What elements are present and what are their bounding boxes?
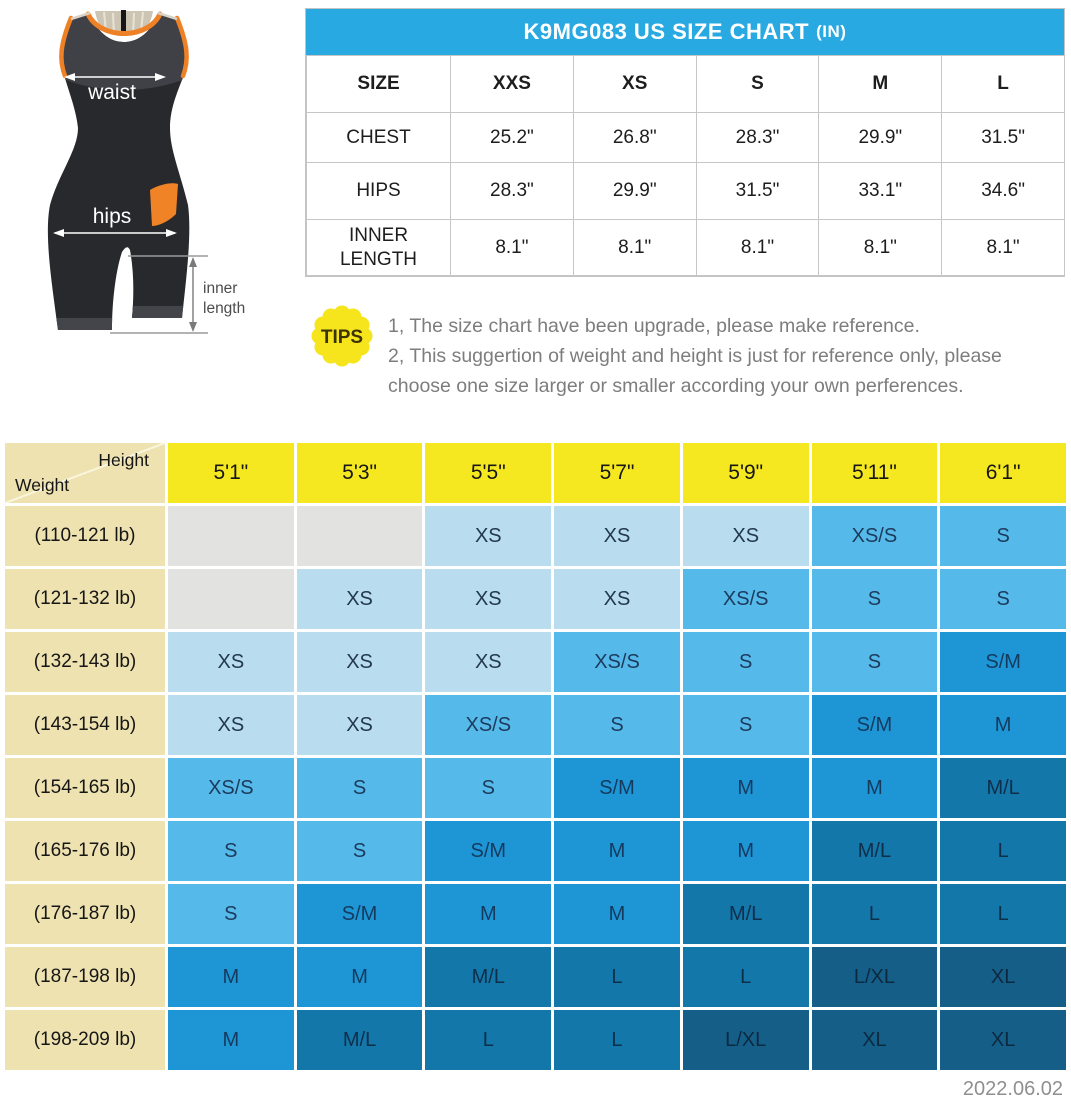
measure-value: 28.3" — [451, 163, 574, 220]
height-column-header: 5'11" — [812, 443, 938, 503]
recommended-size-cell: L — [425, 1010, 551, 1070]
measure-label: INNER LENGTH — [339, 224, 418, 270]
tips-line-1: 1, The size chart have been upgrade, please make reference. — [388, 315, 920, 337]
recommended-size-cell: M — [683, 758, 809, 818]
height-column-header: 5'1" — [168, 443, 294, 503]
measure-label: HIPS — [356, 180, 401, 202]
recommended-size-cell: M — [683, 821, 809, 881]
recommended-size-cell: XS — [297, 569, 423, 629]
waist-label: waist — [88, 81, 136, 104]
recommended-size-cell: XS — [425, 506, 551, 566]
recommended-size-cell: L/XL — [683, 1010, 809, 1070]
recommended-size-cell: S/M — [940, 632, 1066, 692]
suit-right-cuff — [128, 306, 184, 320]
height-column-header: 5'5" — [425, 443, 551, 503]
recommended-size-cell: S — [297, 758, 423, 818]
recommended-size-cell: S — [554, 695, 680, 755]
weight-row-label: (165-176 lb) — [5, 821, 165, 881]
recommended-size-cell: XS — [425, 632, 551, 692]
size-chart-table — [306, 55, 1065, 276]
measure-label-cell — [307, 220, 451, 276]
height-column-header: 5'3" — [297, 443, 423, 503]
recommended-size-cell — [168, 506, 294, 566]
weight-row-label: (198-209 lb) — [5, 1010, 165, 1070]
weight-row-label: (154-165 lb) — [5, 758, 165, 818]
measure-value: 25.2" — [451, 113, 574, 163]
measure-value: 33.1" — [819, 163, 942, 220]
inner-length-label-line1: inner — [203, 280, 238, 297]
fit-matrix-corner-cell — [5, 443, 165, 503]
recommended-size-cell: L — [683, 947, 809, 1007]
recommended-size-cell: XS/S — [812, 506, 938, 566]
measure-value: 34.6" — [942, 163, 1065, 220]
corner-height-label: Height — [98, 450, 149, 470]
recommended-size-cell: S — [812, 632, 938, 692]
recommended-size-cell: M — [554, 821, 680, 881]
size-chart-column-header: XXS — [451, 56, 574, 113]
weight-row-label: (143-154 lb) — [5, 695, 165, 755]
recommended-size-cell: L — [554, 947, 680, 1007]
recommended-size-cell: XS — [425, 569, 551, 629]
recommended-size-cell: M/L — [425, 947, 551, 1007]
recommended-size-cell: XS — [297, 632, 423, 692]
size-chart-unit: (IN) — [816, 22, 847, 41]
recommended-size-cell: M — [168, 1010, 294, 1070]
recommended-size-cell: XL — [812, 1010, 938, 1070]
measure-label-cell — [307, 113, 451, 163]
size-chart-header-row — [307, 56, 1065, 113]
size-chart-row — [307, 163, 1065, 220]
measure-value: 8.1" — [451, 220, 574, 276]
recommended-size-cell: S — [940, 506, 1066, 566]
recommended-size-cell: L — [554, 1010, 680, 1070]
recommended-size-cell: S — [168, 821, 294, 881]
weight-row-label: (121-132 lb) — [5, 569, 165, 629]
measure-value: 8.1" — [573, 220, 696, 276]
measure-label-cell — [307, 163, 451, 220]
measure-value: 31.5" — [696, 163, 819, 220]
recommended-size-cell — [168, 569, 294, 629]
recommended-size-cell: S — [297, 821, 423, 881]
trisuit-figure — [0, 0, 260, 358]
recommended-size-cell: XS — [683, 506, 809, 566]
recommended-size-cell: M/L — [683, 884, 809, 944]
recommended-size-cell: S — [683, 632, 809, 692]
recommended-size-cell: XS/S — [554, 632, 680, 692]
recommended-size-cell: XS — [554, 569, 680, 629]
recommended-size-cell: S/M — [812, 695, 938, 755]
height-column-header: 5'9" — [683, 443, 809, 503]
tips-text — [388, 311, 1058, 401]
recommended-size-cell — [297, 506, 423, 566]
size-chart-column-header: XS — [573, 56, 696, 113]
recommended-size-cell: L/XL — [812, 947, 938, 1007]
size-chart-title: K9MG083 US SIZE CHART — [523, 19, 810, 44]
recommended-size-cell: XS — [554, 506, 680, 566]
measure-value: 28.3" — [696, 113, 819, 163]
size-chart-column-header: L — [942, 56, 1065, 113]
height-weight-fit-matrix — [5, 443, 1066, 1070]
recommended-size-cell: S — [683, 695, 809, 755]
measure-value: 8.1" — [942, 220, 1065, 276]
recommended-size-cell: XS — [168, 695, 294, 755]
corner-weight-label: Weight — [15, 475, 70, 495]
recommended-size-cell: XS — [168, 632, 294, 692]
recommended-size-cell: L — [940, 821, 1066, 881]
size-chart-row — [307, 220, 1065, 276]
recommended-size-cell: XL — [940, 1010, 1066, 1070]
recommended-size-cell: XS — [297, 695, 423, 755]
measure-label: CHEST — [346, 126, 411, 148]
recommended-size-cell: M — [940, 695, 1066, 755]
recommended-size-cell: M/L — [812, 821, 938, 881]
recommended-size-cell: M — [425, 884, 551, 944]
weight-row-label: (187-198 lb) — [5, 947, 165, 1007]
recommended-size-cell: S — [425, 758, 551, 818]
recommended-size-cell: S — [812, 569, 938, 629]
recommended-size-cell: L — [812, 884, 938, 944]
recommended-size-cell: XS/S — [683, 569, 809, 629]
hips-label: hips — [92, 205, 132, 228]
size-chart-title-bar — [306, 9, 1064, 55]
measure-value: 26.8" — [573, 113, 696, 163]
tips-line-2: 2, This suggertion of weight and height is just for reference only, please choose one size larger or smaller according your own perferences. — [388, 345, 1002, 397]
recommended-size-cell: L — [940, 884, 1066, 944]
recommended-size-cell: XL — [940, 947, 1066, 1007]
recommended-size-cell: S — [940, 569, 1066, 629]
tips-badge-label: TIPS — [320, 327, 364, 348]
size-chart-column-header: SIZE — [307, 56, 451, 113]
revision-date: 2022.06.02 — [962, 1078, 1063, 1100]
weight-row-label: (110-121 lb) — [5, 506, 165, 566]
recommended-size-cell: M — [297, 947, 423, 1007]
height-column-header: 6'1" — [940, 443, 1066, 503]
recommended-size-cell: S/M — [425, 821, 551, 881]
recommended-size-cell: M — [812, 758, 938, 818]
recommended-size-cell: S — [168, 884, 294, 944]
recommended-size-cell: XS/S — [425, 695, 551, 755]
suit-left-cuff — [54, 318, 114, 332]
measure-value: 31.5" — [942, 113, 1065, 163]
size-chart-column-header: M — [819, 56, 942, 113]
weight-row-label: (176-187 lb) — [5, 884, 165, 944]
tips-badge — [310, 304, 374, 368]
recommended-size-cell: S/M — [554, 758, 680, 818]
recommended-size-cell: M/L — [297, 1010, 423, 1070]
us-size-chart — [305, 8, 1065, 277]
recommended-size-cell: M/L — [940, 758, 1066, 818]
recommended-size-cell: M — [554, 884, 680, 944]
inner-length-label-line2: length — [203, 300, 246, 317]
height-column-header: 5'7" — [554, 443, 680, 503]
recommended-size-cell: XS/S — [168, 758, 294, 818]
measure-value: 29.9" — [573, 163, 696, 220]
measure-value: 8.1" — [819, 220, 942, 276]
size-chart-row — [307, 113, 1065, 163]
recommended-size-cell: S/M — [297, 884, 423, 944]
size-chart-column-header: S — [696, 56, 819, 113]
recommended-size-cell: M — [168, 947, 294, 1007]
measure-value: 29.9" — [819, 113, 942, 163]
measure-value: 8.1" — [696, 220, 819, 276]
weight-row-label: (132-143 lb) — [5, 632, 165, 692]
